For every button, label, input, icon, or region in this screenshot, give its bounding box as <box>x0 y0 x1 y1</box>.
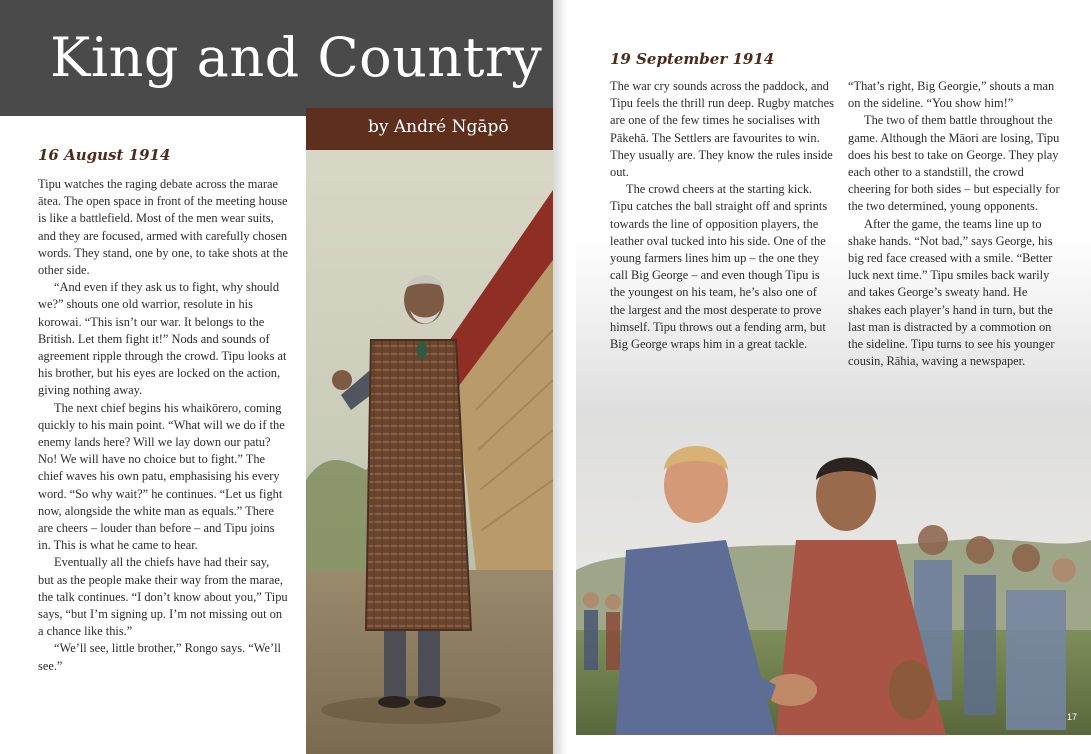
entry-date-2: 19 September 1914 <box>610 50 775 68</box>
story-column-right-2 <box>848 78 1063 370</box>
page-number: 17 <box>1066 712 1077 722</box>
entry-date-1: 16 August 1914 <box>38 146 171 164</box>
byline-banner <box>306 108 553 150</box>
paragraph: The next chief begins his whaikōrero, coming quickly to his main point. “What will we do if the enemy lands here? Will we lay down our patu? No! We will have no choice but to fight.” The chief waves his own patu, emphasising his every word. “So why wait?” he continues. “Let us fight now, alongside the white man as equals.” There are cheers – louder than before – and Tipu joins in. This is what he came to hear. <box>38 400 285 553</box>
paragraph: “And even if they ask us to fight, why should we?” shouts one old warrior, resolute in his korowai. “This isn’t our war. It belongs to the British. Let them fight it!” Nods and sounds of agreement ripple through the crowd. Tipu looks at his brother, but his eyes are locked on the action, giving nothing away. <box>38 280 287 398</box>
paragraph: “That’s right, Big Georgie,” shouts a man on the sideline. “You show him!” <box>848 79 1055 111</box>
paragraph: Eventually all the chiefs have had their say, but as the people make their way from the marae, the talk continues. “I don’t know about you,” Tipu says, “but I’m signing up. I’m not missing out on a chance like this.” <box>38 555 288 639</box>
paragraph: After the game, the teams line up to shake hands. “Not bad,” says George, his big red face creased with a smile. “Better luck next time.” Tipu smiles back warily and takes George’s sweaty hand. He shakes each player’s hand in turn, but the last man is distracted by a commotion on the sideline. Tipu turns to see his younger cousin, Rāhia, waving a newspaper. <box>848 216 1055 369</box>
story-title: King and Country <box>50 26 543 89</box>
paragraph: Tipu watches the raging debate across the marae ātea. The open space in front of the meeting house is like a battlefield. Most of the men wear suits, and they are focused, armed with carefully chosen words. They stand, one by one, to take shots at the other side. <box>38 177 288 278</box>
paragraph: “We’ll see, little brother,” Rongo says. “We’ll see.” <box>38 641 282 673</box>
paragraph: The crowd cheers at the starting kick. Tipu catches the ball straight off and sprints towards the line of opposition players, the leather oval tucked into his side. One of the young farmers lines him up – the one they call Big George – and even though Tipu is the youngest on his team, he’s also one of the largest and the most desperate to prove himself. Tipu throws out a fending arm, but Big George wraps him in a great tackle. <box>610 182 828 352</box>
author-byline: by André Ngāpō <box>368 117 509 137</box>
title-banner <box>0 0 553 116</box>
page-gutter <box>553 0 576 754</box>
story-column-right-1 <box>610 78 835 353</box>
handshake-illustration <box>576 400 1091 735</box>
paragraph: The war cry sounds across the paddock, and Tipu feels the thrill run deep. Rugby matches are one of the few times he socialises with Pākehā. The Settlers are favourites to win. They usually are. They know the rules inside out. <box>610 79 834 180</box>
story-column-left <box>38 176 288 675</box>
chief-illustration <box>306 150 553 754</box>
paragraph: The two of them battle throughout the game. Although the Māori are losing, Tipu does his best to take on George. They play each other to a standstill, the crowd cheering for both sides – but especially for the two determined, young opponents. <box>848 113 1060 214</box>
